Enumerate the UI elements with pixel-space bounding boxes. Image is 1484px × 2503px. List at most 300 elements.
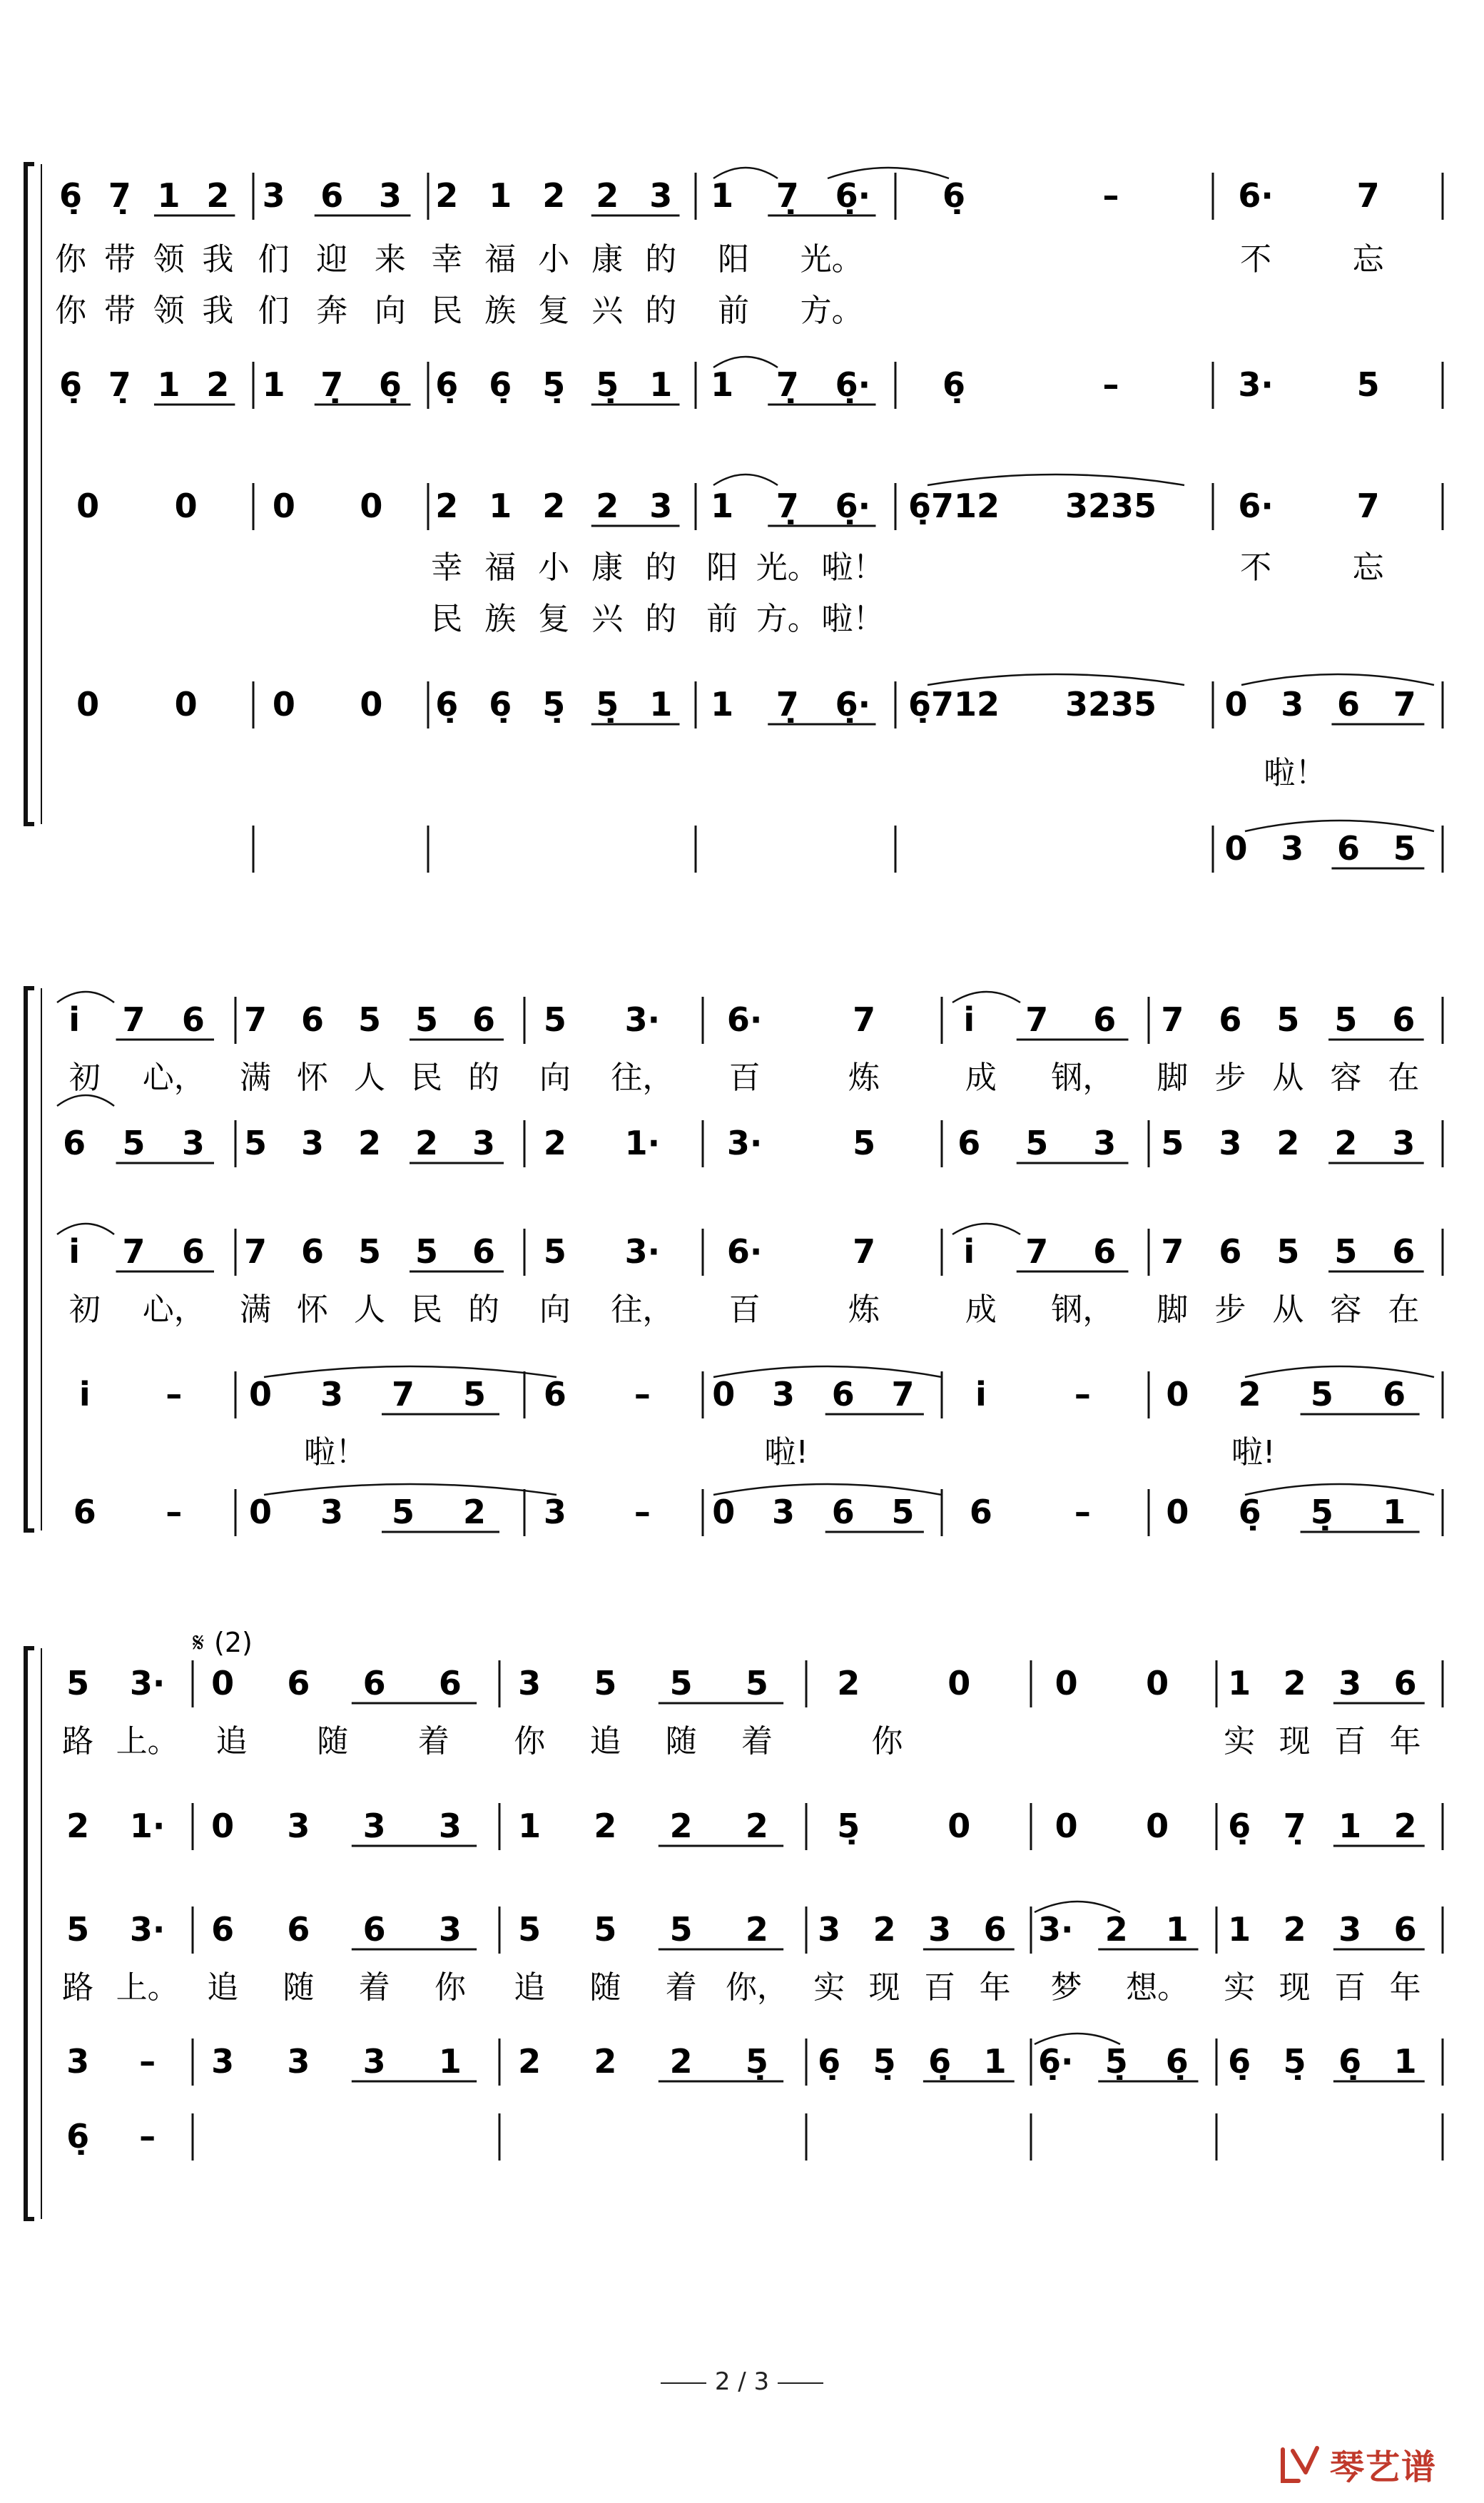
note: 3 [211,2042,235,2081]
lyric-syllable: 小 [538,241,570,278]
note: 2 [1283,1664,1306,1702]
note: 5 [462,1375,487,1413]
note: 5 [357,1000,382,1039]
note: 1 [711,487,734,525]
note: 6 [1393,1664,1417,1702]
lyric-syllable: 路 [62,1969,94,2006]
note: – [139,2042,156,2081]
note: 2 [1276,1124,1300,1162]
lyric-syllable: 容 [1330,1060,1362,1096]
note: 0 [76,685,100,724]
lyric-syllable: 实 [1224,1723,1256,1760]
note: 3 [362,1807,386,1845]
note: 1 [711,685,734,724]
lyric-syllable: 啦！ [1264,755,1327,791]
note: 0 [248,1375,273,1413]
note: 0 [174,685,198,724]
note: 3 [818,1910,841,1949]
note: 6̣ [1228,1807,1251,1845]
lyric-syllable: 民 [431,293,463,329]
lyric-syllable: 上。 [116,1723,179,1760]
note: 6 [983,1910,1007,1949]
lyric-syllable: 忘 [1352,549,1384,586]
lyric-syllable: 的 [645,601,677,637]
lyric-syllable: 你 [55,241,87,278]
slur-arc [57,1095,114,1106]
lyric-syllable: 百 [728,1060,761,1096]
lyric-syllable: 福 [484,241,517,278]
note: 2 [1104,1910,1128,1949]
note: 3 [649,487,673,525]
note: 3 [181,1124,205,1162]
note: 7̣ [1283,1807,1306,1845]
note: 0 [947,1807,971,1845]
note: 2 [518,2042,542,2081]
lyric-syllable: 阳 [718,241,750,278]
note: 1 [983,2042,1007,2081]
note: 5 [1334,1232,1358,1271]
note: 2 [1283,1910,1306,1949]
note: 5 [1334,1000,1358,1039]
note: 3 [649,176,673,215]
lyric-syllable: 领 [153,293,185,329]
lyric-syllable: 小 [538,549,570,586]
note: 6̣ [378,365,402,404]
note: 3· [1038,1910,1074,1949]
lyric-syllable: 你 [55,293,87,329]
lyric-syllable: 康 [591,241,624,278]
note: 2 [435,176,459,215]
lyric-syllable: 成 [965,1291,997,1328]
lyric-syllable: 幸 [431,241,463,278]
note: 5 [518,1910,542,1949]
note: 6̣ [59,176,83,215]
note: 7 [122,1232,146,1271]
note: 7 [1025,1000,1049,1039]
note: 5 [745,1664,768,1702]
lyric-syllable: 向 [539,1291,571,1328]
lyric-syllable: 带 [103,241,136,278]
note: 5̣ [1104,2042,1128,2081]
lyric-syllable: 方。 [800,293,863,329]
note: 5 [357,1232,382,1271]
lyric-syllable: 追 [589,1723,621,1760]
note: 5 [891,1493,915,1531]
lyric-syllable: 族 [484,601,517,637]
note: 1 [157,365,181,404]
note: 6 [1337,829,1361,868]
note: 1 [489,487,512,525]
note: 5 [415,1000,439,1039]
note: 3 [438,1910,462,1949]
note: 1 [438,2042,462,2081]
note: 6̣ [942,176,966,215]
lyric-syllable: 从 [1272,1291,1304,1328]
note: 2 [594,1807,617,1845]
note: 5 [594,1664,617,1702]
note: 3· [624,1232,661,1271]
lyric-syllable: 奔 [316,293,348,329]
note: 7 [243,1232,268,1271]
lyric-syllable: 现 [868,1969,900,2006]
lyric-syllable: 钢， [1051,1060,1114,1096]
note: 5 [1276,1000,1300,1039]
note: 0 [211,1807,235,1845]
lyric-syllable: 怀 [297,1060,328,1096]
note: 6 [300,1232,325,1271]
note: 3 [518,1664,542,1702]
note: 7 [853,1000,876,1039]
note: 5 [66,1664,90,1702]
note: 6 [472,1232,496,1271]
note: 7̣ [108,176,131,215]
note: – [139,2117,156,2156]
lyric-syllable: 从 [1272,1060,1304,1096]
lyric-syllable: 步 [1214,1291,1246,1328]
note: 0 [712,1493,736,1531]
note: 6· [1238,487,1274,525]
note: 6 [831,1375,855,1413]
lyric-syllable: 民 [431,601,463,637]
note: 3 [66,2042,90,2081]
note: 3 [472,1124,496,1162]
lyric-syllable: 福 [484,549,517,586]
note: 3 [320,1375,344,1413]
note: – [166,1493,183,1531]
footer-rule-right [778,2382,823,2384]
logo-text: 琴艺谱 [1330,2447,1438,2487]
note: 6̣ [942,365,966,404]
note: 2 [1393,1807,1417,1845]
note: 0 [174,487,198,525]
lyric-syllable: 啦! [1231,1434,1276,1471]
lyric-syllable: 步 [1214,1060,1246,1096]
lyric-syllable: 年 [1389,1969,1421,2006]
note: – [1102,365,1119,404]
note: 6 [1383,1375,1406,1413]
note: 7 [391,1375,415,1413]
note: 6̣ [1238,1493,1261,1531]
note: i [68,1000,81,1039]
note: 5̣ [542,365,566,404]
note: 5 [1310,1375,1333,1413]
note: – [634,1493,651,1531]
note: 6 [1219,1232,1242,1271]
note: 3 [928,1910,952,1949]
lyric-syllable: 我 [202,293,234,329]
lyric-syllable: 随 [317,1723,349,1760]
note: 1 [262,365,285,404]
note: 6 [73,1493,96,1531]
lyric-syllable: 啦！ [304,1434,367,1471]
lyric-syllable: 在 [1388,1291,1420,1328]
lyric-syllable: 怀 [297,1291,328,1328]
note: 3 [438,1807,462,1845]
note: 6̣· [1038,2042,1074,2081]
lyric-syllable: 初 [68,1291,101,1328]
lyric-syllable: 民 [411,1060,442,1096]
note: 3 [378,176,402,215]
note: 5̣ [1310,1493,1333,1531]
lyric-syllable: 不 [1240,549,1272,586]
note: 6 [957,1124,981,1162]
note: 6 [1093,1000,1117,1039]
note: 3 [1281,685,1304,724]
slur-arc [1241,674,1434,685]
note: 6· [726,1232,763,1271]
note: i [78,1375,91,1413]
lyric-syllable: 不 [1240,241,1272,278]
lyric-syllable: 现 [1279,1969,1311,2006]
note: 0 [360,685,383,724]
note: 3 [287,2042,310,2081]
lyric-syllable: 百 [1334,1723,1366,1760]
note: 7 [1393,685,1416,724]
note: 5̣ [873,2042,896,2081]
note: 6̣ [818,2042,841,2081]
note: 6 [1093,1232,1117,1271]
note: 6 [320,176,344,215]
note: 3· [726,1124,763,1162]
note: 5̣ [596,685,619,724]
note: 5̣ [745,2042,768,2081]
note: 2 [669,1807,693,1845]
lyric-syllable: 实 [813,1969,845,2006]
note: 0 [1146,1807,1169,1845]
note: 5 [669,1664,693,1702]
lyric-syllable: 着 [417,1723,449,1760]
note: 0 [272,487,295,525]
note: 6 [1337,685,1361,724]
lyric-syllable: 容 [1330,1291,1362,1328]
volta-mark: (2) [214,1627,253,1658]
note: 3 [1281,829,1304,868]
lyric-syllable: 往， [611,1060,674,1096]
note: 6̣· [835,685,871,724]
logo-icon [1277,2441,1323,2487]
lyric-syllable: 着 [358,1969,390,2006]
note: – [166,1375,183,1413]
lyric-syllable: 的 [468,1060,499,1096]
note: 0 [1054,1807,1078,1845]
lyric-syllable: 兴 [591,601,624,637]
note: 6 [362,1664,386,1702]
lyric-syllable: 成 [965,1060,997,1096]
lyric-syllable: 追 [207,1969,239,2006]
note: 5 [1356,365,1380,404]
note: 6 [1392,1232,1416,1271]
note: 2 [669,2042,693,2081]
note: 3· [624,1000,661,1039]
lyric-syllable: 心， [142,1060,205,1096]
note: 0 [248,1493,273,1531]
lyric-syllable: 啦！ [821,601,885,637]
lyric-syllable: 民 [411,1291,442,1328]
lyric-syllable: 向 [539,1060,571,1096]
slur-arc [928,474,1184,485]
note: 7 [1161,1232,1184,1271]
note: 6̣ [1165,2042,1189,2081]
lyric-syllable: 我 [202,241,234,278]
page-number-text: 2 / 3 [714,2367,770,2396]
lyric-syllable: 梦 [1050,1969,1082,2006]
note: 0 [1166,1493,1189,1531]
note: 6̣· [835,487,871,525]
lyric-syllable: 脚 [1157,1291,1189,1328]
note: 2 [542,487,566,525]
note: 6̣ [435,365,459,404]
lyric-syllable: 啦! [764,1434,809,1471]
note: 6 [543,1375,566,1413]
note: 5 [853,1124,876,1162]
note: 6 [362,1910,386,1949]
lyric-syllable: 忘 [1352,241,1384,278]
note: 1 [157,176,181,215]
note: 1 [649,365,673,404]
lyric-syllable: 路 [62,1723,94,1760]
note: 5̣ [1283,2042,1306,2081]
note: 6 [300,1000,325,1039]
note: 6 [287,1664,310,1702]
note: 6 [211,1910,235,1949]
slur-arc [57,992,114,1002]
note: – [1074,1493,1091,1531]
note: 3 [1392,1124,1416,1162]
note: 2 [415,1124,439,1162]
lyric-syllable: 你 [871,1723,903,1760]
slur-arc [952,992,1020,1002]
note: 2 [462,1493,487,1531]
lyric-syllable: 着 [741,1723,773,1760]
note: 2 [542,176,566,215]
note: 5 [66,1910,90,1949]
lyric-syllable: 你 [514,1723,546,1760]
system-2-bracket [26,988,34,1530]
lyric-syllable: 年 [1389,1723,1421,1760]
note: 6̣ [1338,2042,1362,2081]
note: 6 [1393,1910,1417,1949]
note: 6 [287,1910,310,1949]
lyric-syllable: 满 [240,1291,271,1328]
note: i [975,1375,987,1413]
lyric-syllable: 你 [434,1969,466,2006]
note: 1· [129,1807,166,1845]
note: i [963,1232,975,1271]
lyric-syllable: 百 [1334,1969,1366,2006]
note: 0 [1166,1375,1189,1413]
note: 2 [357,1124,382,1162]
note: 2 [543,1124,566,1162]
lyric-syllable: 初 [68,1060,101,1096]
lyric-syllable: 方。 [756,601,819,637]
lyric-syllable: 追 [215,1723,248,1760]
slur-arc [1245,1484,1434,1495]
note: 2 [1238,1375,1261,1413]
note: 2 [206,365,230,404]
note: 2 [1334,1124,1358,1162]
note: 6 [831,1493,855,1531]
note: 1 [518,1807,542,1845]
note: 6̣712 [908,685,1000,724]
note: 5 [543,1232,566,1271]
note: 1 [649,685,673,724]
lyric-syllable: 往， [611,1291,674,1328]
lyric-syllable: 们 [258,241,290,278]
system-3-bracket [26,1648,34,2219]
note: 6̣ [66,2117,90,2156]
footer-rule-left [661,2382,706,2384]
lyric-syllable: 阳 [706,549,738,586]
note: 6 [181,1232,205,1271]
lyric-syllable: 在 [1388,1060,1420,1096]
site-logo [1277,2439,1463,2489]
note: 7 [1356,487,1380,525]
slur-arc [928,674,1184,685]
lyric-syllable: 康 [591,549,624,586]
lyric-syllable: 迎 [316,241,348,278]
note: 6 [969,1493,992,1531]
note: 1 [1383,1493,1406,1531]
lyric-syllable: 你， [725,1969,788,2006]
lyric-syllable: 领 [153,241,185,278]
note: 6· [726,1000,763,1039]
note: 5̣ [596,365,619,404]
lyric-syllable: 年 [979,1969,1011,2006]
note: 7 [1356,176,1380,215]
note: 5̣ [837,1807,860,1845]
note: 5 [1025,1124,1049,1162]
page-number [0,2367,1484,2396]
lyric-syllable: 啦！ [821,549,885,586]
lyric-syllable: 炼 [848,1291,880,1328]
note: 6̣ [59,365,83,404]
note: 3 [262,176,285,215]
lyric-syllable: 心， [142,1291,205,1328]
note: 7 [243,1000,268,1039]
note: 2 [596,176,619,215]
note: 0 [1054,1664,1078,1702]
note: 2 [435,487,459,525]
lyric-syllable: 光。 [756,549,819,586]
note: 3 [1093,1124,1117,1162]
slur-arc [713,474,778,485]
note: 0 [272,685,295,724]
note: 5 [1276,1232,1300,1271]
lyric-syllable: 钢， [1051,1291,1114,1328]
lyric-syllable: 上。 [116,1969,179,2006]
lyric-syllable: 满 [240,1060,271,1096]
note: 7̣ [108,365,131,404]
lyric-syllable: 带 [103,293,136,329]
note: 0 [1224,685,1248,724]
note: 2 [66,1807,90,1845]
note: 2 [596,487,619,525]
note: 3 [300,1124,325,1162]
note: 7 [1025,1232,1049,1271]
note: 6̣ [928,2042,952,2081]
note: 0 [360,487,383,525]
system-1-bracket [26,164,34,824]
note: 7 [853,1232,876,1271]
note: 3 [1338,1664,1362,1702]
note: 3 [362,2042,386,2081]
lyric-syllable: 复 [538,601,570,637]
lyric-syllable: 现 [1279,1723,1311,1760]
note: 5 [669,1910,693,1949]
lyric-syllable: 来 [374,241,406,278]
lyric-syllable: 的 [645,241,677,278]
note: 1 [1165,1910,1189,1949]
